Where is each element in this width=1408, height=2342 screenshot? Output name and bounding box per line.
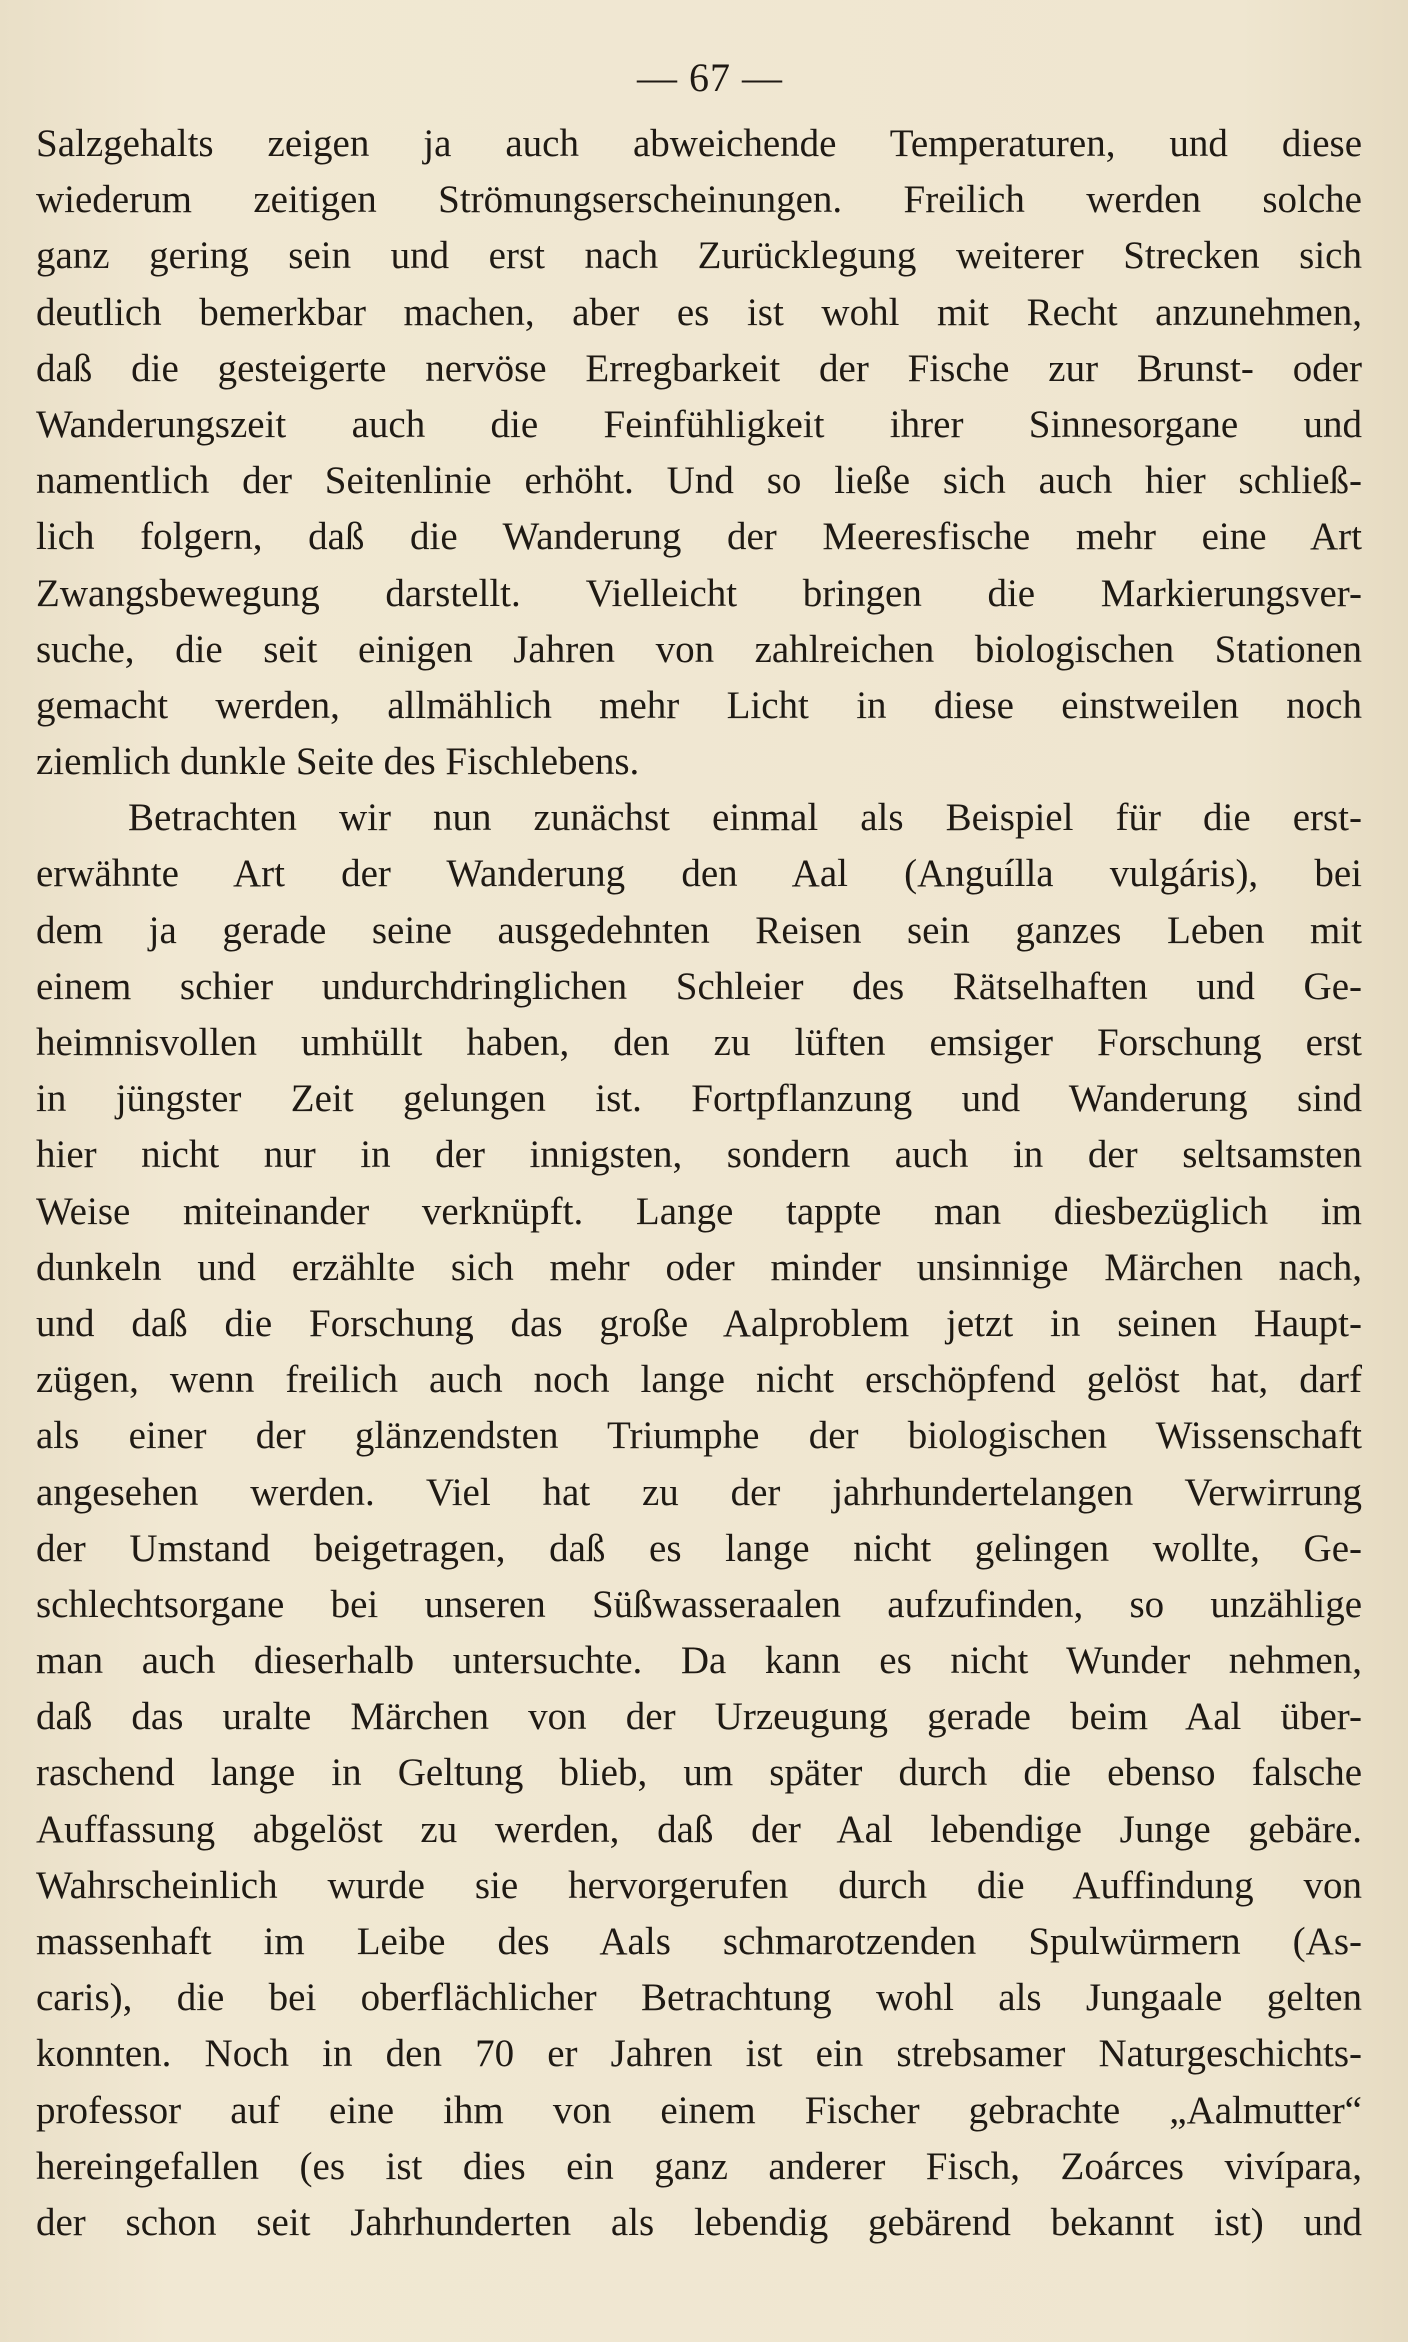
text-line: heimnisvollen umhüllt haben, den zu lüften emsiger Forschung erst — [36, 1021, 1362, 1064]
text-line: der schon seit Jahrhunderten als lebendig gebärend bekannt ist) und — [36, 2200, 1362, 2244]
paragraph-end-line: ziemlich dunkle Seite des Fischlebens. — [36, 740, 640, 784]
page-number: — 67 — — [637, 55, 783, 100]
text-line: einem schier undurchdringlichen Schleier des Rätselhaften und Ge- — [36, 964, 1362, 1008]
text-line: dunkeln und erzählte sich mehr oder minder unsinnige Märchen nach, — [36, 1245, 1362, 1289]
text-line: als einer der glänzendsten Triumphe der biologischen Wissenschaft — [36, 1414, 1362, 1458]
text-line: ganz gering sein und erst nach Zurücklegung weiterer Strecken sich — [36, 234, 1362, 278]
text-line: deutlich bemerkbar machen, aber es ist wohl mit Recht anzunehmen, — [36, 290, 1362, 334]
text-line: Zwangsbewegung darstellt. Vielleicht bringen die Markierungsver- — [36, 571, 1362, 615]
text-line: daß das uralte Märchen von der Urzeugung gerade beim Aal über- — [36, 1695, 1362, 1739]
text-line: und daß die Forschung das große Aalproblem jetzt in seinen Haupt- — [36, 1301, 1362, 1345]
body-text — [36, 116, 1362, 2251]
text-line: professor auf eine ihm von einem Fischer gebrachte „Aalmutter“ — [36, 2088, 1362, 2132]
text-line: Weise miteinander verknüpft. Lange tappte man diesbezüglich im — [36, 1189, 1362, 1233]
text-line: Auffassung abgelöst zu werden, daß der Aal lebendige Junge gebäre. — [36, 1807, 1362, 1851]
text-line: Salzgehalts zeigen ja auch abweichende Temperaturen, und diese — [36, 122, 1362, 165]
text-line: in jüngster Zeit gelungen ist. Fortpflanzung und Wanderung sind — [36, 1077, 1362, 1121]
text-line: raschend lange in Geltung blieb, um später durch die ebenso falsche — [36, 1751, 1362, 1795]
text-line: dem ja gerade seine ausgedehnten Reisen sein ganzes Leben mit — [36, 908, 1362, 952]
text-line: daß die gesteigerte nervöse Erregbarkeit der Fische zur Brunst- oder — [36, 346, 1362, 390]
text-line: lich folgern, daß die Wanderung der Meeresfische mehr eine Art — [36, 515, 1362, 559]
text-line: suche, die seit einigen Jahren von zahlreichen biologischen Stationen — [36, 627, 1362, 671]
text-line: caris), die bei oberflächlicher Betrachtung wohl als Jungaale gelten — [36, 1976, 1362, 2020]
text-line: gemacht werden, allmählich mehr Licht in diese einstweilen noch — [36, 683, 1362, 727]
text-line: man auch dieserhalb untersuchte. Da kann es nicht Wunder nehmen, — [36, 1639, 1362, 1683]
paragraph-first-line: Betrachten wir nun zunächst einmal als Beispiel für die erst- — [128, 796, 1362, 840]
text-line: erwähnte Art der Wanderung den Aal (Anguílla vulgáris), bei — [36, 852, 1362, 896]
text-line: konnten. Noch in den 70 er Jahren ist ein strebsamer Naturgeschichts- — [36, 2032, 1362, 2076]
text-line: hier nicht nur in der innigsten, sondern auch in der seltsamsten — [36, 1133, 1362, 1177]
text-line: massenhaft im Leibe des Aals schmarotzenden Spulwürmern (As- — [36, 1920, 1362, 1963]
text-line: der Umstand beigetragen, daß es lange nicht gelingen wollte, Ge- — [36, 1526, 1362, 1570]
text-line: wiederum zeitigen Strömungserscheinungen. Freilich werden solche — [36, 178, 1362, 222]
text-line: namentlich der Seitenlinie erhöht. Und so ließe sich auch hier schließ- — [36, 459, 1362, 503]
text-line: schlechtsorgane bei unseren Süßwasseraalen aufzufinden, so unzählige — [36, 1582, 1362, 1626]
text-line: angesehen werden. Viel hat zu der jahrhundertelangen Verwirrung — [36, 1470, 1362, 1514]
text-line: Wahrscheinlich wurde sie hervorgerufen durch die Auffindung von — [36, 1863, 1362, 1907]
text-line: hereingefallen (es ist dies ein ganz anderer Fisch, Zoárces vivípara, — [36, 2144, 1362, 2188]
text-line: Wanderungszeit auch die Feinfühligkeit ihrer Sinnesorgane und — [36, 402, 1362, 446]
text-line: zügen, wenn freilich auch noch lange nicht erschöpfend gelöst hat, darf — [36, 1358, 1362, 1402]
